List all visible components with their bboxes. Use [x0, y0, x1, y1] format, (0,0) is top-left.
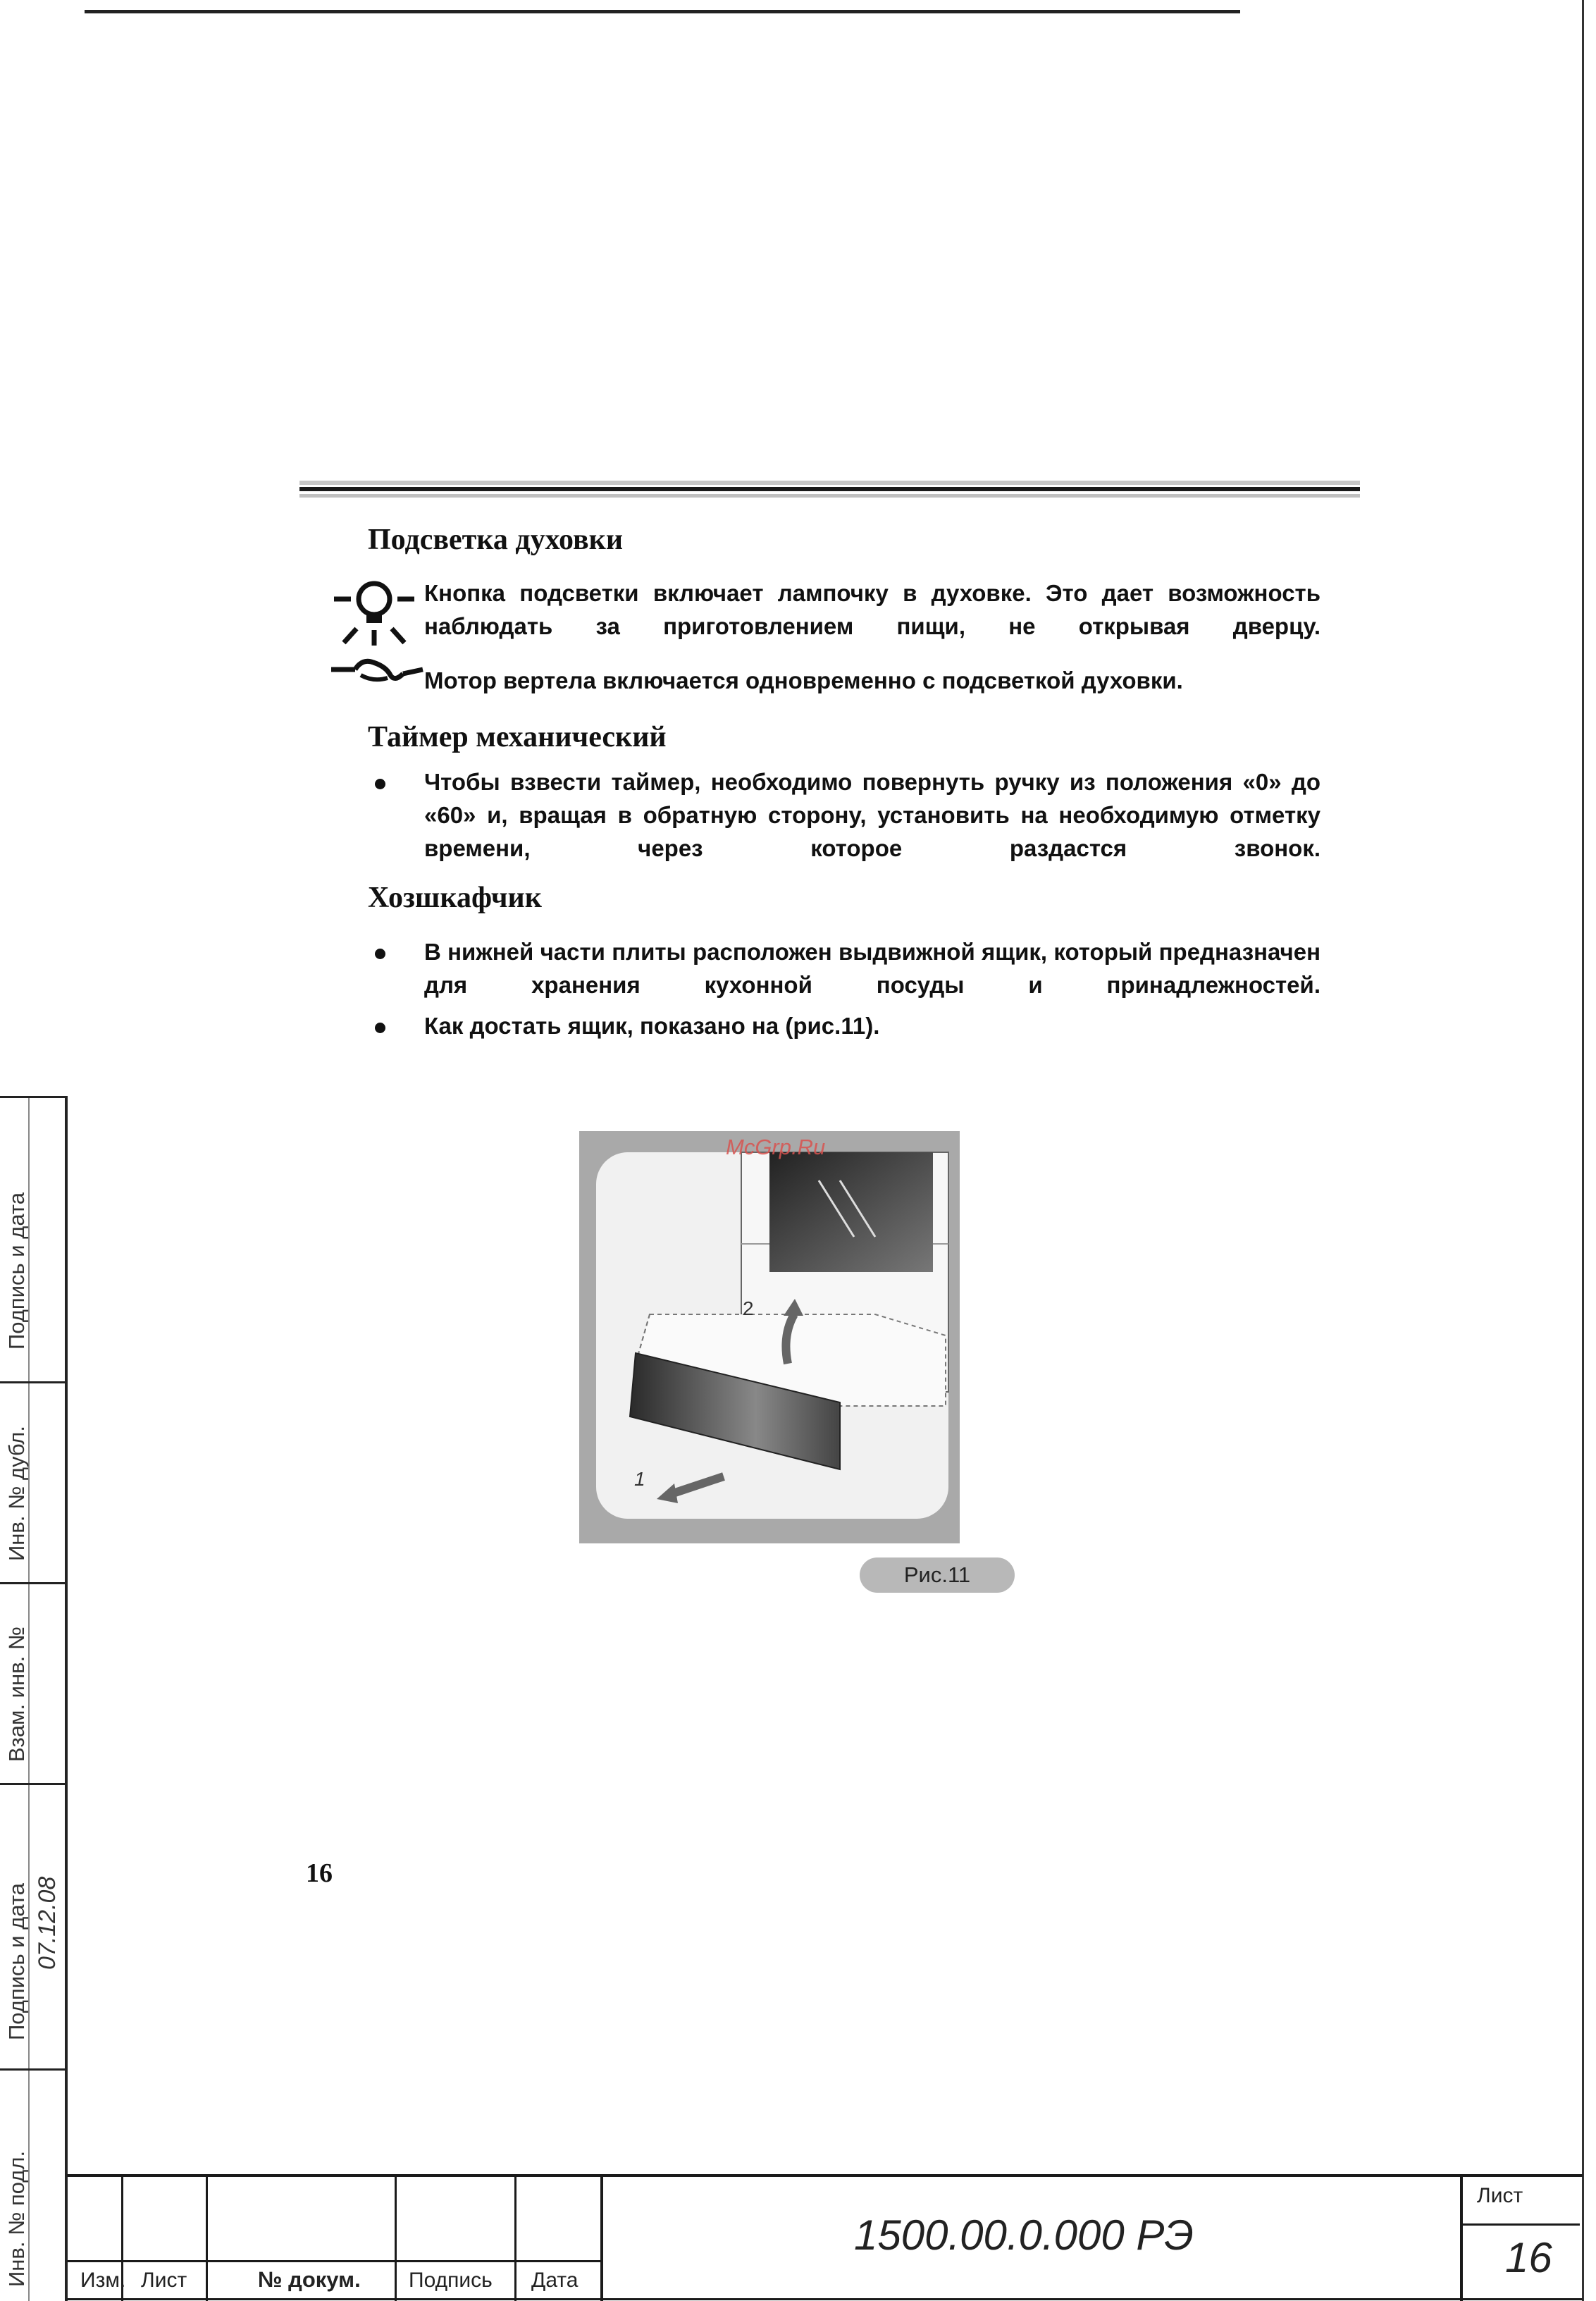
stamp-handwritten-date: 07.12.08 [34, 1876, 61, 1970]
document-code: 1500.00.0.000 РЭ [854, 2211, 1194, 2259]
column-izm: Изм. [80, 2269, 126, 2292]
oven-light-description: Кнопка подсветки включает лампочку в духовке. Это дает возможность наблюдать за приготовлением пищи, не открывая дверцу. [424, 580, 1320, 639]
stamp-label-replacement-inv: Взам. инв. № [4, 1626, 29, 1762]
figure-step-1: 1 [634, 1468, 645, 1490]
figure-step-2: 2 [743, 1297, 754, 1319]
stamp-label-signature-date-2: Подпись и дата [4, 1883, 29, 2040]
stamp-label-original-inv: Инв. № подл. [4, 2150, 29, 2287]
header-rule [299, 481, 1360, 502]
stamp-label-signature-date: Подпись и дата [4, 1192, 29, 1350]
document-stamp-column [0, 1096, 68, 2301]
page-number: 16 [306, 1858, 333, 1888]
timer-instruction: Чтобы взвести таймер, необходимо повернуть ручку из положения «0» до «60» и, вращая в обратную сторону, установить на необходимую отметку времени, через которое раздастся звонок. [424, 769, 1320, 861]
title-block [68, 2174, 1583, 2301]
column-document-number: № докум. [258, 2267, 361, 2292]
watermark: McGrp.Ru [726, 1135, 826, 1159]
stamp-label-duplicate-inv: Инв. № дубл. [4, 1426, 29, 1561]
figure-caption: Рис.11 [860, 1557, 1015, 1593]
sheet-number: 16 [1505, 2234, 1552, 2281]
drawer-illustration [579, 1131, 960, 1543]
section-heading-drawer: Хозшкафчик [368, 882, 542, 914]
sheet-label: Лист [1477, 2184, 1523, 2207]
column-date: Дата [531, 2269, 579, 2292]
bullet-dot [375, 949, 385, 959]
drawer-description: В нижней части плиты расположен выдвижной ящик, который предназначен для хранения кухонной посуды и принадлежностей. [424, 939, 1320, 998]
scan-right-border [1582, 0, 1584, 2301]
column-list: Лист [141, 2269, 187, 2292]
bullet-dot [375, 1023, 385, 1033]
section-heading-oven-light: Подсветка духовки [368, 524, 624, 556]
column-signature: Подпись [409, 2269, 493, 2292]
rotisserie-icon [330, 655, 425, 686]
drawer-figure-reference: Как достать ящик, показано на (рис.11). [424, 1013, 880, 1039]
bullet-dot [375, 779, 385, 789]
scan-top-border [85, 10, 1240, 13]
rotisserie-description: Мотор вертела включается одновременно с подсветкой духовки. [424, 667, 1183, 693]
section-heading-timer: Таймер механический [368, 721, 667, 753]
lamp-icon [330, 572, 418, 650]
